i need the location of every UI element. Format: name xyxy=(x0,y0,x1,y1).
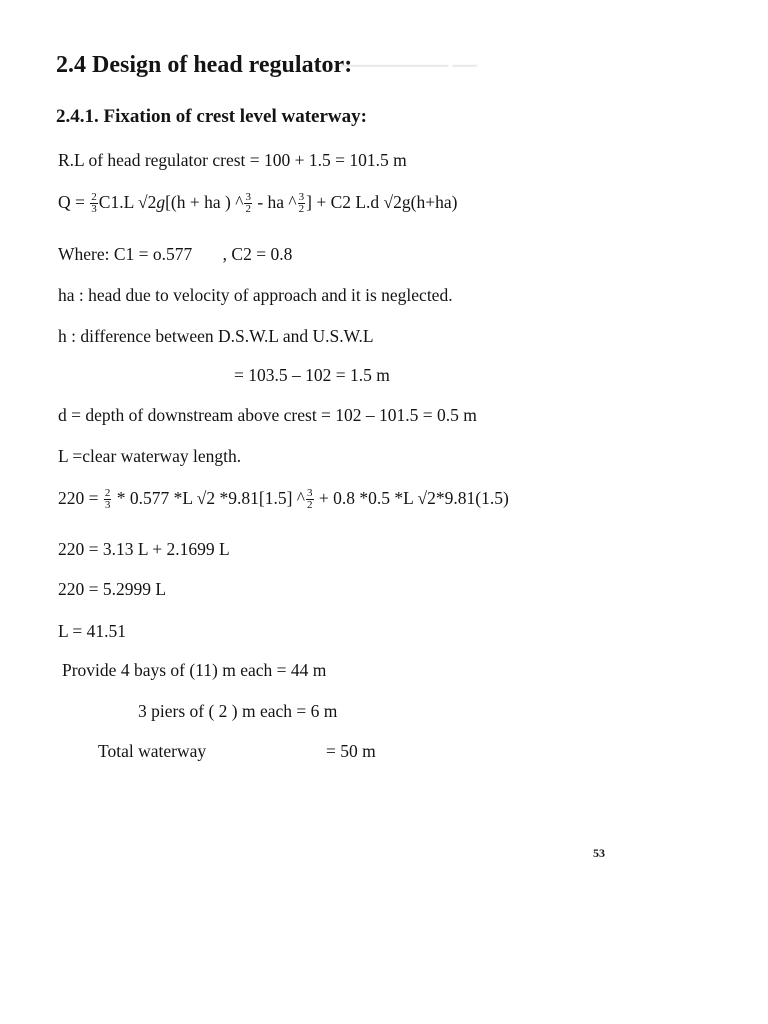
equation-220 xyxy=(58,486,509,511)
c1-value: Where: C1 = o.577 xyxy=(58,244,193,264)
total-waterway-label: Total waterway xyxy=(98,741,207,761)
fraction-coef: $\frac{2}{3}$ xyxy=(91,191,97,216)
eq-fraction-exp: $\frac{3}{2}$ xyxy=(307,487,313,512)
equation-sum: 220 = 3.13 L + 2.1699 L xyxy=(58,539,230,559)
formula-part3: - ha ^ xyxy=(257,192,297,212)
bleed-through-text: ───────── ── xyxy=(340,56,477,75)
c2-value: , C2 = 0.8 xyxy=(222,244,293,264)
eq-fraction-coef: $\frac{2}{3}$ xyxy=(104,487,111,512)
eq-part2: + 0.8 *0.5 *L √2*9.81(1.5) xyxy=(318,488,509,508)
page-number: 53 xyxy=(593,846,605,860)
formula-g: g xyxy=(156,192,166,212)
h-definition: h : difference between D.S.W.L and U.S.W.L xyxy=(58,326,374,346)
section-heading: 2.4 Design of head regulator: xyxy=(56,52,353,78)
formula-part4: ] + C2 L.d √2g(h+ha) xyxy=(306,192,458,212)
ha-definition: ha : head due to velocity of approach and it is neglected. xyxy=(58,285,453,305)
formula-lhs: Q = xyxy=(58,192,85,212)
subsection-heading: 2.4.1. Fixation of crest level waterway: xyxy=(56,106,367,127)
fraction-exp1: $\frac{3}{2}$ xyxy=(245,191,251,216)
crest-rl-line: R.L of head regulator crest = 100 + 1.5 = 101.5 m xyxy=(58,150,407,170)
coefficients-line xyxy=(58,242,292,266)
eq-part1: * 0.577 *L √2 *9.81[1.5] ^ xyxy=(116,488,306,508)
fraction-exp2: $\frac{3}{2}$ xyxy=(298,191,305,216)
equation-l: L = 41.51 xyxy=(58,621,127,641)
piers-line: 3 piers of ( 2 ) m each = 6 m xyxy=(138,701,338,721)
provide-bays-line: Provide 4 bays of (11) m each = 44 m xyxy=(62,660,327,680)
d-definition: d = depth of downstream above crest = 102 – 101.5 = 0.5 m xyxy=(58,405,477,425)
total-waterway-value: = 50 m xyxy=(326,741,376,761)
h-calculation: = 103.5 – 102 = 1.5 m xyxy=(234,365,390,385)
formula-part2: [(h + ha ) ^ xyxy=(165,192,244,212)
l-definition: L =clear waterway length. xyxy=(58,446,242,466)
eq-lhs: 220 = xyxy=(58,488,99,508)
formula-part1: C1.L √2 xyxy=(98,192,157,212)
equation-total: 220 = 5.2999 L xyxy=(58,579,167,599)
discharge-formula xyxy=(58,190,457,215)
